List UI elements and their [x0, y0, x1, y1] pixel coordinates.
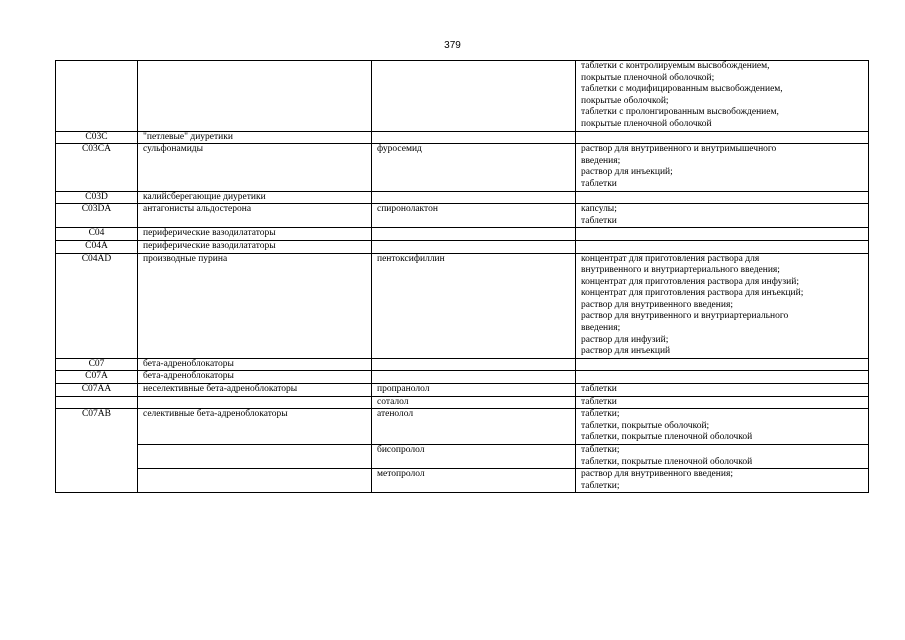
- dosage-forms-cell: [576, 191, 869, 204]
- drug-name-cell: [372, 358, 576, 371]
- drug-name-cell: [372, 61, 576, 132]
- dosage-forms-cell: [576, 240, 869, 253]
- table-row: [56, 409, 869, 445]
- atc-code-cell: C04: [56, 228, 138, 241]
- group-name-cell: [138, 396, 372, 409]
- drug-name-cell: метопролол: [372, 469, 576, 493]
- group-name-cell: бета-адреноблокаторы: [138, 371, 372, 384]
- dosage-forms-cell: раствор для внутривенного и внутримышечного введения; раствор для инъекций; таблетки: [576, 144, 869, 191]
- drug-name-cell: [372, 240, 576, 253]
- dosage-forms-cell: концентрат для приготовления раствора для внутривенного и внутриартериального введения; концентрат для приготовления раствора для инфузий; концентрат для приготовления раствора для инъекций; раствор для внутривенного введения; раствор для внутривенного и внутриартериального введения; раствор для инфузий; раствор для инъекций: [576, 253, 869, 358]
- group-name-cell: [138, 61, 372, 132]
- dosage-forms-cell: таблетки; таблетки, покрытые пленочной оболочкой: [576, 445, 869, 469]
- table-row: [56, 240, 869, 253]
- table-row: [56, 191, 869, 204]
- drug-name-cell: [372, 371, 576, 384]
- dosage-forms-cell: таблетки: [576, 396, 869, 409]
- dosage-forms-cell: капсулы; таблетки: [576, 204, 869, 228]
- table-row: [56, 371, 869, 384]
- drug-name-cell: спиронолактон: [372, 204, 576, 228]
- group-name-cell: [138, 445, 372, 469]
- table-row: [56, 144, 869, 191]
- atc-code-cell: C07AB: [56, 409, 138, 493]
- drug-name-cell: пентоксифиллин: [372, 253, 576, 358]
- atc-code-cell: C03C: [56, 131, 138, 144]
- dosage-forms-cell: [576, 228, 869, 241]
- drug-name-cell: [372, 131, 576, 144]
- group-name-cell: [138, 469, 372, 493]
- table-row: [56, 396, 869, 409]
- page-number: 379: [444, 40, 461, 51]
- atc-code-cell: C07: [56, 358, 138, 371]
- group-name-cell: производные пурина: [138, 253, 372, 358]
- table-row: [56, 358, 869, 371]
- atc-code-cell: C03D: [56, 191, 138, 204]
- group-name-cell: селективные бета-адреноблокаторы: [138, 409, 372, 445]
- dosage-forms-cell: таблетки; таблетки, покрытые оболочкой; таблетки, покрытые пленочной оболочкой: [576, 409, 869, 445]
- dosage-forms-cell: [576, 371, 869, 384]
- group-name-cell: неселективные бета-адреноблокаторы: [138, 384, 372, 397]
- atc-code-cell: C07AA: [56, 384, 138, 397]
- drug-name-cell: фуросемид: [372, 144, 576, 191]
- atc-code-cell: C03CA: [56, 144, 138, 191]
- group-name-cell: "петлевые" диуретики: [138, 131, 372, 144]
- table-row: [56, 61, 869, 132]
- drug-name-cell: пропранолол: [372, 384, 576, 397]
- table-row: [56, 445, 869, 469]
- table-row: [56, 469, 869, 493]
- atc-code-cell: C04A: [56, 240, 138, 253]
- group-name-cell: антагонисты альдостерона: [138, 204, 372, 228]
- atc-code-cell: [56, 61, 138, 132]
- drug-name-cell: соталол: [372, 396, 576, 409]
- group-name-cell: периферические вазодилататоры: [138, 240, 372, 253]
- atc-code-cell: C03DA: [56, 204, 138, 228]
- table-row: [56, 228, 869, 241]
- group-name-cell: периферические вазодилататоры: [138, 228, 372, 241]
- dosage-forms-cell: [576, 131, 869, 144]
- atc-code-cell: [56, 396, 138, 409]
- group-name-cell: бета-адреноблокаторы: [138, 358, 372, 371]
- atc-code-cell: C04AD: [56, 253, 138, 358]
- table-row: [56, 204, 869, 228]
- drug-name-cell: атенолол: [372, 409, 576, 445]
- table-row: [56, 253, 869, 358]
- group-name-cell: сульфонамиды: [138, 144, 372, 191]
- table-row: [56, 384, 869, 397]
- drug-classification-table: [55, 60, 869, 493]
- dosage-forms-cell: [576, 358, 869, 371]
- dosage-forms-cell: таблетки с контролируемым высвобождением, покрытые пленочной оболочкой; таблетки с модифицированным высвобождением, покрытые оболочкой; таблетки с пролонгированным высвобождением, покрытые пленочной оболочкой: [576, 61, 869, 132]
- table-row: [56, 131, 869, 144]
- dosage-forms-cell: раствор для внутривенного введения; таблетки;: [576, 469, 869, 493]
- group-name-cell: калийсберегающие диуретики: [138, 191, 372, 204]
- drug-name-cell: бисопролол: [372, 445, 576, 469]
- atc-code-cell: C07A: [56, 371, 138, 384]
- drug-name-cell: [372, 228, 576, 241]
- drug-name-cell: [372, 191, 576, 204]
- dosage-forms-cell: таблетки: [576, 384, 869, 397]
